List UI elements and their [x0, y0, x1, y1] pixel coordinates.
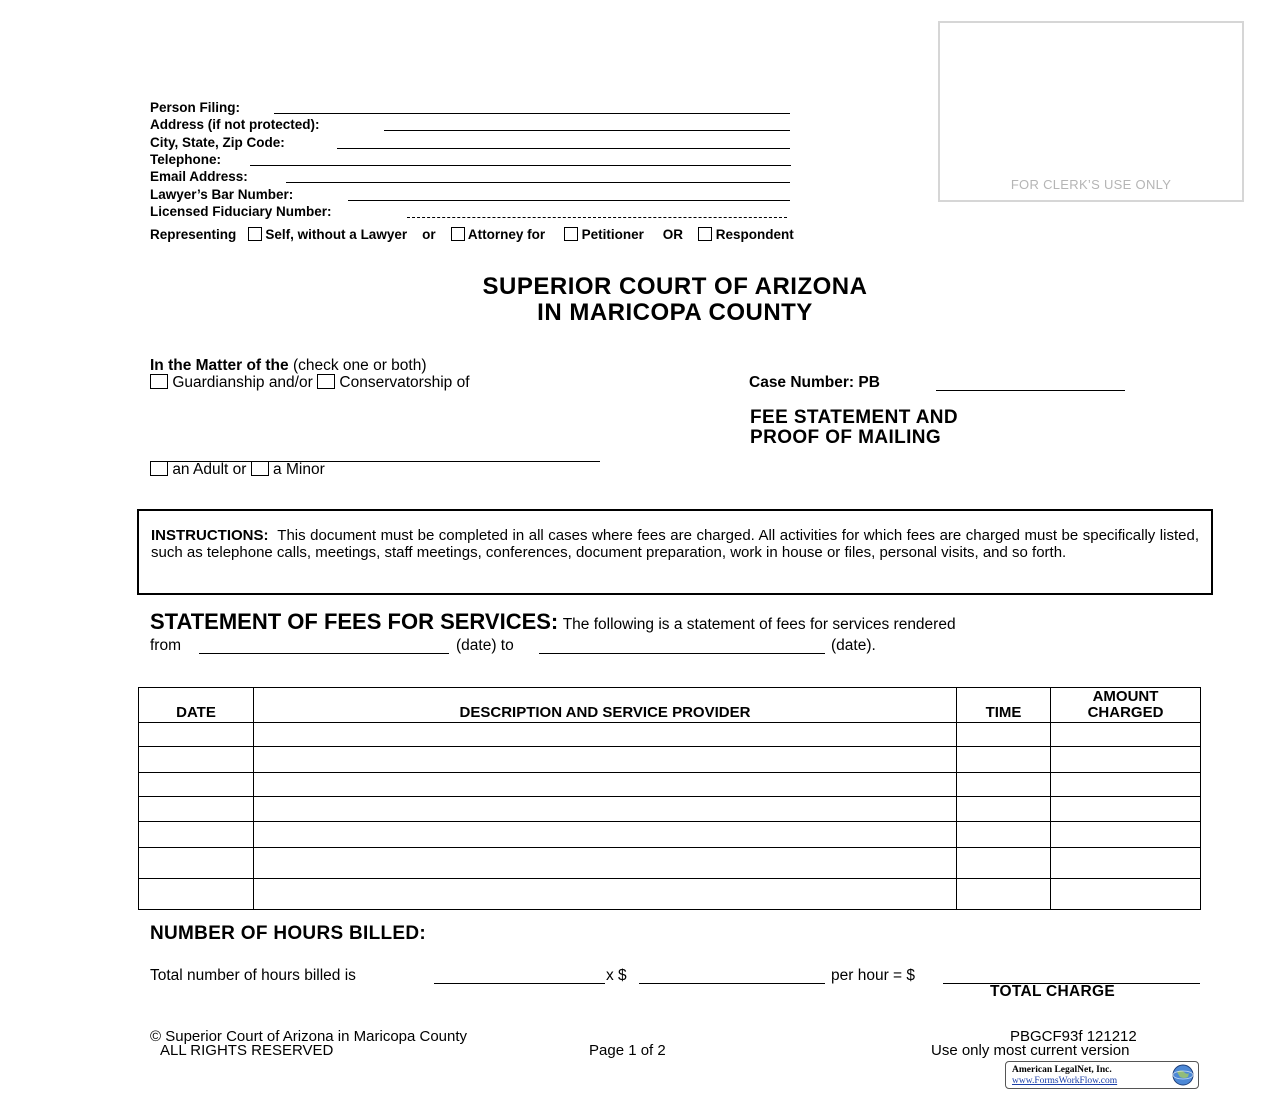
page-number: Page 1 of 2 — [589, 1042, 666, 1059]
address-label: Address (if not protected): — [150, 117, 320, 132]
table-row — [139, 723, 1201, 747]
description-column-header: DESCRIPTION AND SERVICE PROVIDER — [254, 688, 957, 723]
description-cell[interactable] — [254, 747, 957, 773]
time-cell[interactable] — [957, 773, 1051, 797]
table-row — [139, 797, 1201, 822]
date-end-label: (date). — [831, 637, 876, 654]
rate-field[interactable] — [639, 967, 825, 984]
date-cell[interactable] — [139, 822, 254, 848]
rights-text: ALL RIGHTS RESERVED — [160, 1042, 334, 1059]
hours-field[interactable] — [434, 967, 605, 984]
or-label: or — [422, 227, 436, 242]
from-label: from — [150, 637, 181, 654]
address-field[interactable] — [384, 116, 790, 131]
email-field[interactable] — [286, 168, 790, 183]
hours-total-label: Total number of hours billed is — [150, 967, 356, 984]
date-column-header: DATE — [139, 688, 254, 723]
clerk-use-label: FOR CLERK’S USE ONLY — [1010, 177, 1172, 192]
form-code: PBGCF93f 121212 — [1010, 1028, 1137, 1045]
person-filing-field[interactable] — [274, 99, 790, 114]
time-cell[interactable] — [957, 747, 1051, 773]
statement-heading-row — [150, 609, 956, 635]
minor-label: a Minor — [273, 461, 325, 478]
to-date-field[interactable] — [539, 637, 825, 654]
bar-number-field[interactable] — [348, 186, 790, 201]
matter-heading: In the Matter of the — [150, 357, 289, 374]
case-number-field[interactable] — [936, 374, 1125, 391]
respondent-checkbox[interactable] — [698, 227, 712, 241]
from-date-field[interactable] — [199, 637, 449, 654]
city-field[interactable] — [337, 134, 790, 149]
amount-cell[interactable] — [1051, 822, 1201, 848]
globe-icon — [1171, 1064, 1195, 1086]
table-row — [139, 822, 1201, 848]
time-cell[interactable] — [957, 879, 1051, 910]
city-label: City, State, Zip Code: — [150, 135, 285, 150]
description-cell[interactable] — [254, 848, 957, 879]
ward-name-field[interactable] — [150, 445, 600, 462]
court-county: IN MARICOPA COUNTY — [537, 299, 813, 326]
amount-cell[interactable] — [1051, 747, 1201, 773]
conservatorship-checkbox[interactable] — [317, 374, 335, 389]
description-cell[interactable] — [254, 822, 957, 848]
court-title: SUPERIOR COURT OF ARIZONA — [482, 273, 868, 300]
self-checkbox[interactable] — [248, 227, 262, 241]
time-cell[interactable] — [957, 797, 1051, 822]
time-column-header: TIME — [957, 688, 1051, 723]
hours-heading: NUMBER OF HOURS BILLED: — [150, 923, 427, 944]
person-filing-label: Person Filing: — [150, 100, 241, 115]
petitioner-checkbox[interactable] — [564, 227, 578, 241]
amount-cell[interactable] — [1051, 848, 1201, 879]
amount-cell[interactable] — [1051, 723, 1201, 747]
matter-hint: (check one or both) — [292, 357, 427, 374]
table-row — [139, 773, 1201, 797]
fees-table — [138, 687, 1201, 910]
case-number-label: Case Number: PB — [749, 374, 880, 391]
table-row — [139, 879, 1201, 910]
telephone-label: Telephone: — [150, 152, 222, 167]
time-cell[interactable] — [957, 822, 1051, 848]
vendor-url[interactable]: www.FormsWorkFlow.com — [1012, 1076, 1118, 1086]
times-label: x $ — [606, 967, 627, 984]
description-cell[interactable] — [254, 797, 957, 822]
fiduciary-number-label: Licensed Fiduciary Number: — [150, 204, 332, 219]
fees-table-header — [139, 688, 1201, 723]
self-label: Self, without a Lawyer — [265, 227, 408, 242]
minor-checkbox[interactable] — [251, 461, 269, 476]
document-title-line1: FEE STATEMENT AND — [750, 407, 959, 428]
bar-number-label: Lawyer’s Bar Number: — [150, 187, 294, 202]
time-cell[interactable] — [957, 848, 1051, 879]
date-cell[interactable] — [139, 848, 254, 879]
instructions-text: This document must be completed in all cases where fees are charged. All activities for which fees are charged must be specifically listed, such as telephone calls, meetings, staff meetings, conferences, document preparation, work in house or files, personal visits, and so forth. — [151, 527, 1199, 561]
amount-cell[interactable] — [1051, 797, 1201, 822]
attorney-checkbox[interactable] — [451, 227, 465, 241]
ward-age-row — [150, 461, 325, 479]
copyright-text: © Superior Court of Arizona in Maricopa County — [150, 1028, 468, 1045]
description-cell[interactable] — [254, 723, 957, 747]
table-row — [139, 848, 1201, 879]
document-title-line2: PROOF OF MAILING — [750, 427, 942, 448]
date-cell[interactable] — [139, 879, 254, 910]
total-charge-label: TOTAL CHARGE — [990, 983, 1116, 1000]
statement-intro: The following is a statement of fees for services rendered — [562, 616, 956, 633]
date-to-label: (date) to — [456, 637, 514, 654]
total-charge-field[interactable] — [943, 967, 1200, 984]
adult-label: an Adult or — [172, 461, 247, 478]
date-cell[interactable] — [139, 797, 254, 822]
description-cell[interactable] — [254, 773, 957, 797]
matter-type-row — [150, 374, 470, 392]
date-cell[interactable] — [139, 747, 254, 773]
amount-cell[interactable] — [1051, 773, 1201, 797]
vendor-logo[interactable] — [1005, 1061, 1199, 1089]
amount-header-line1: AMOUNT — [1092, 688, 1159, 705]
amount-column-header — [1051, 688, 1201, 723]
representing-label: Representing — [150, 227, 237, 242]
version-note: Use only most current version — [931, 1042, 1130, 1059]
adult-checkbox[interactable] — [150, 461, 168, 476]
description-cell[interactable] — [254, 879, 957, 910]
table-row — [139, 747, 1201, 773]
date-cell[interactable] — [139, 773, 254, 797]
guardianship-checkbox[interactable] — [150, 374, 168, 389]
telephone-field[interactable] — [250, 151, 791, 166]
statement-heading: STATEMENT OF FEES FOR SERVICES: — [150, 609, 559, 634]
amount-header-line2: CHARGED — [1087, 704, 1164, 721]
time-cell[interactable] — [957, 723, 1051, 747]
date-cell[interactable] — [139, 723, 254, 747]
respondent-label: Respondent — [715, 227, 794, 242]
per-hour-label: per hour = $ — [831, 967, 916, 984]
representing-row — [150, 226, 794, 243]
or-uppercase-label: OR — [662, 227, 683, 242]
fiduciary-number-field[interactable] — [407, 203, 787, 218]
petitioner-label: Petitioner — [581, 227, 644, 242]
email-label: Email Address: — [150, 169, 248, 184]
matter-heading-row — [150, 357, 427, 375]
guardianship-label: Guardianship and/or — [172, 374, 313, 391]
instructions-box — [137, 509, 1213, 595]
amount-cell[interactable] — [1051, 879, 1201, 910]
vendor-name: American LegalNet, Inc. — [1012, 1065, 1112, 1075]
clerk-use-box — [938, 21, 1244, 202]
instructions-label: INSTRUCTIONS: — [151, 527, 269, 544]
conservatorship-label: Conservatorship of — [339, 374, 470, 391]
attorney-label: Attorney for — [467, 227, 546, 242]
